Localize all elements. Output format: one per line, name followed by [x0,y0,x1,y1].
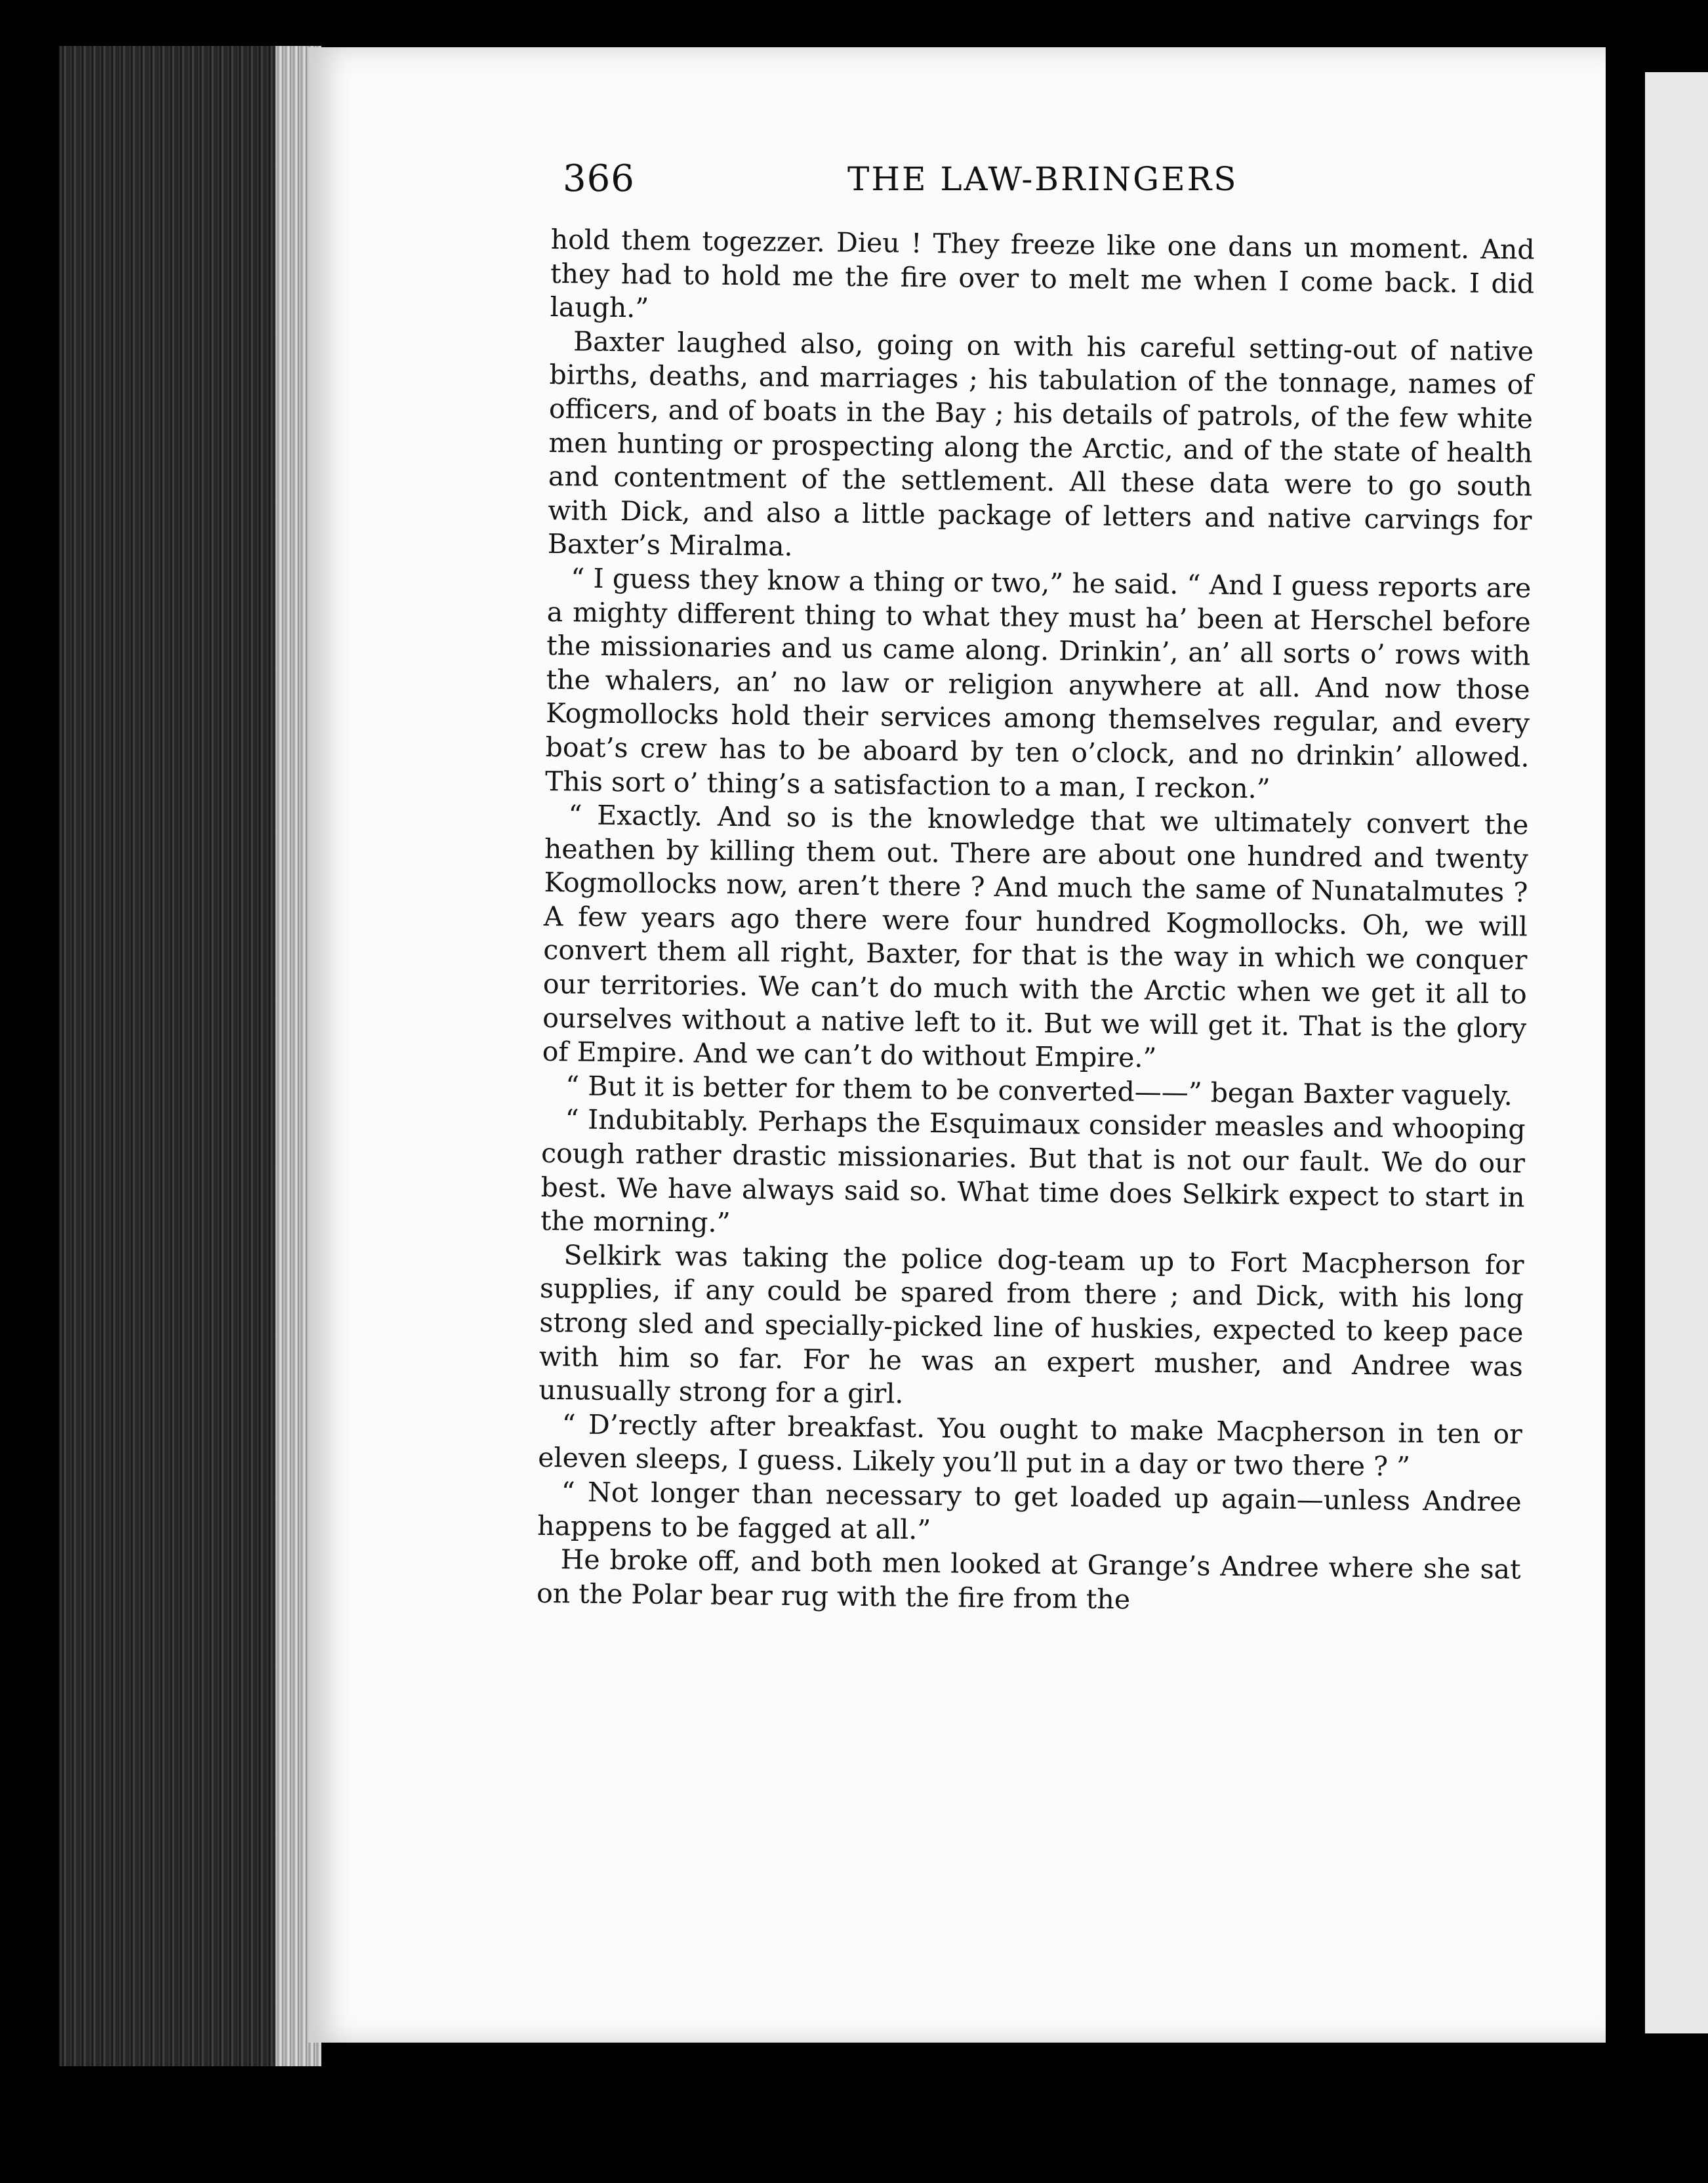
body-text [537,223,1535,1621]
paragraph: “ D’rectly after breakfast. You ought to make Macpherson in ten or eleven sleeps, I guess. Likely you’ll put in a day or two there ? ” [538,1408,1522,1483]
paragraph: “ But it is better for them to be converted——” began Baxter vaguely. [565,1070,1513,1112]
gutter-shadow [1606,52,1645,2047]
page-number: 366 [563,157,635,200]
paragraph: “ I guess they know a thing or two,” he said. “ And I guess reports are a mighty different thing to what they must ha’ been at Herschel before the missionaries and us came along. Drinkin’, an’ all sorts o’ rows with the whalers, an’ no law or religion anywhere at all. And now those Kogmollocks hold their services among themselves regular, and every boat’s crew has to be aboard by ten o’clock, and no drinkin’ allowed. This sort o’ thing’s a satisfaction to a man, I reckon.” [544,562,1532,805]
running-head [563,157,1271,216]
paragraph: Selkirk was taking the police dog-team up to Fort Macpherson for supplies, if any could be spared from there ; and Dick, with his long strong sled and specially-picked line of huskies, expected to keep pace with him so far. For he was an expert musher, and Andree was unusually strong for a girl. [539,1239,1524,1410]
paragraph: “ Indubitably. Perhaps the Esquimaux consider measles and whooping cough rather drastic missionaries. But that is not our fault. We do our best. We have always said so. What time does Selkirk expect to start in the morning.” [540,1103,1526,1239]
paragraph: “ Not longer than necessary to get loaded up again—unless Andree happens to be fagged at all.” [537,1476,1522,1545]
facing-page-edge [1645,72,1708,2033]
page-edge-stack [59,46,321,2066]
paragraph: He broke off, and both men looked at Grange’s Andree where she sat on the Polar bear rug with the fire from the [536,1543,1521,1616]
paragraph: Baxter laughed also, going on with his careful setting-out of native births, deaths, and marriages ; his tabulation of the tonnage, names of officers, and of boats in the Bay ; his details of patrols, of the few white men hunting or prospecting along the Arctic, and of the state of health and contentment of the settlement. All these data were to go south with Dick, and also a little package of letters and native carvings for Baxter’s Miralma. [547,325,1534,563]
paragraph: hold them togezzer. Dieu ! They freeze like one dans un moment. And they had to hold me the fire over to melt me when I come back. I did laugh.” [550,223,1535,324]
paragraph: “ Exactly. And so is the knowledge that we ultimately convert the heathen by killing them out. There are about one hundred and twenty Kogmollocks now, aren’t there ? And much the same of Nunatalmutes ? A few years ago there were four hundred Kogmollocks. Oh, we will convert them all right, Baxter, for that is the way in which we conquer our territories. We can’t do much with the Arctic when we get it all to ourselves without a native left to it. But we will get it. That is the glory of Empire. And we can’t do without Empire.” [542,799,1529,1074]
book-title: THE LAW-BRINGERS [847,160,1238,198]
